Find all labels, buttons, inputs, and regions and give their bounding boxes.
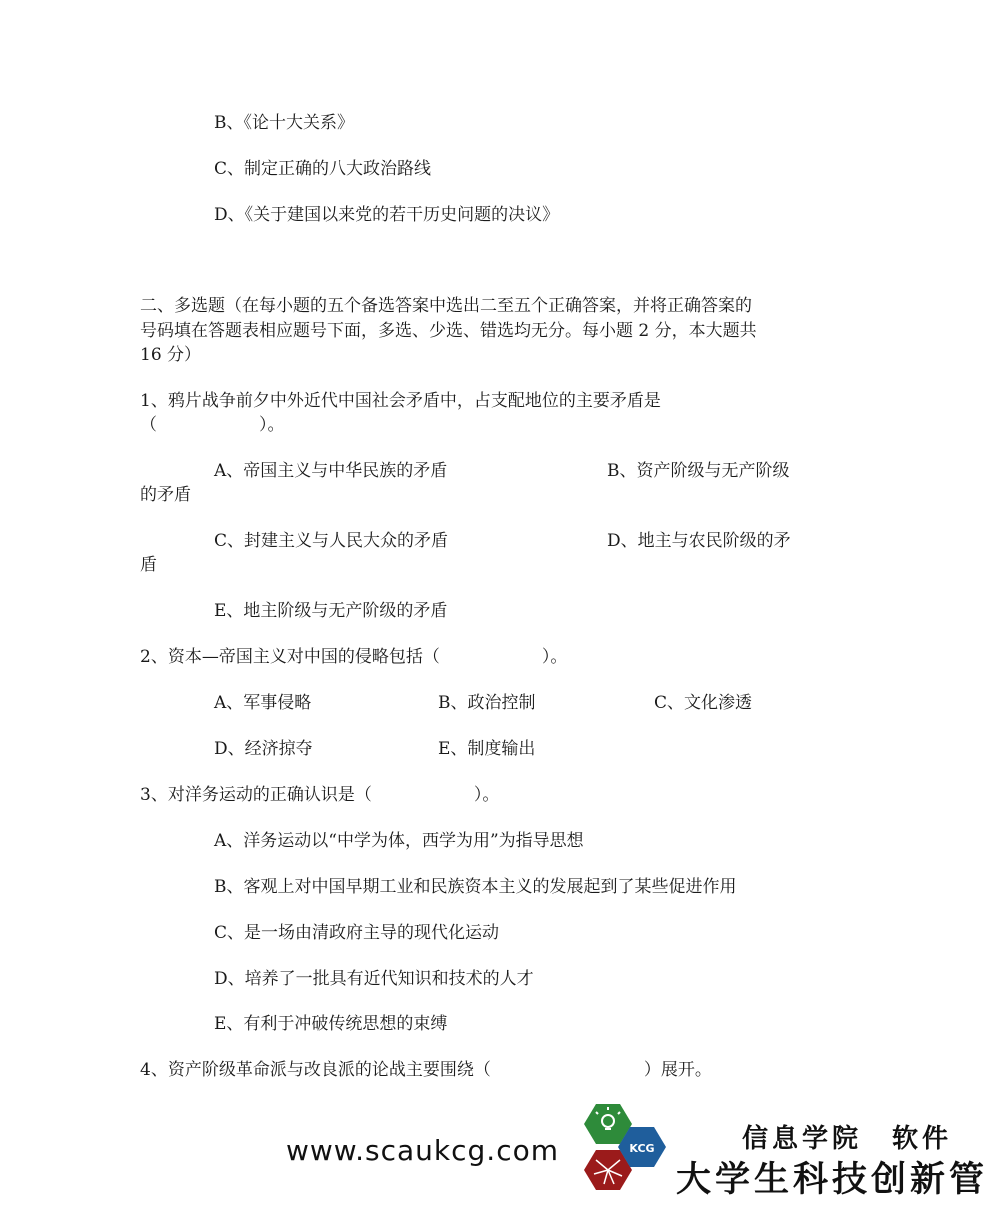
prev-option-c: C、制定正确的八大政治路线 (214, 159, 432, 179)
q1-option-d-cont: 盾 (140, 555, 157, 575)
q2-option-c: C、文化渗透 (654, 693, 753, 713)
q1-stem-line2: （ ）。 (140, 415, 285, 435)
logo-text: KCG (629, 1142, 655, 1155)
q1-option-b-cont: 的矛盾 (140, 485, 191, 505)
q2-stem: 2、资本—帝国主义对中国的侵略包括（ ）。 (140, 647, 568, 667)
prev-option-b: B、《论十大关系》 (214, 113, 354, 133)
footer-url: www.scaukcg.com (286, 1134, 560, 1167)
q1-option-d: D、地主与农民阶级的矛 (607, 531, 791, 551)
q3-option-d: D、培养了一批具有近代知识和技术的人才 (214, 969, 534, 989)
q1-option-c: C、封建主义与人民大众的矛盾 (214, 531, 449, 551)
q2-option-e: E、制度输出 (438, 739, 536, 759)
q2-option-a: A、军事侵略 (214, 693, 312, 713)
q3-option-c: C、是一场由清政府主导的现代化运动 (214, 923, 500, 943)
q1-option-b: B、资产阶级与无产阶级 (607, 461, 790, 481)
q3-option-a: A、洋务运动以“中学为体，西学为用”为指导思想 (214, 831, 584, 851)
section-heading-line3: 16 分） (140, 345, 202, 365)
q2-option-d: D、经济掠夺 (214, 739, 313, 759)
section-heading-line1: 二、多选题（在每小题的五个备选答案中选出二至五个正确答案，并将正确答案的 (140, 296, 752, 316)
q3-option-e: E、有利于冲破传统思想的束缚 (214, 1014, 448, 1034)
q3-option-b: B、客观上对中国早期工业和民族资本主义的发展起到了某些促进作用 (214, 877, 737, 897)
footer-org-line2: 大学生科技创新管 (676, 1160, 988, 1200)
q1-option-e: E、地主阶级与无产阶级的矛盾 (214, 601, 448, 621)
q1-stem-line1: 1、鸦片战争前夕中外近代中国社会矛盾中，占支配地位的主要矛盾是 (140, 391, 661, 411)
section-heading-line2: 号码填在答题表相应题号下面，多选、少选、错选均无分。每小题 2 分，本大题共 (140, 321, 757, 341)
q3-stem: 3、对洋务运动的正确认识是（ ）。 (140, 785, 500, 805)
q1-option-a: A、帝国主义与中华民族的矛盾 (214, 461, 448, 481)
q2-option-b: B、政治控制 (438, 693, 536, 713)
kcg-logo (574, 1104, 674, 1208)
footer-org-line1: 信息学院 软件 (742, 1124, 953, 1154)
prev-option-d: D、《关于建国以来党的若干历史问题的决议》 (214, 205, 560, 225)
q4-stem: 4、资产阶级革命派与改良派的论战主要围绕（ ）展开。 (140, 1060, 712, 1080)
